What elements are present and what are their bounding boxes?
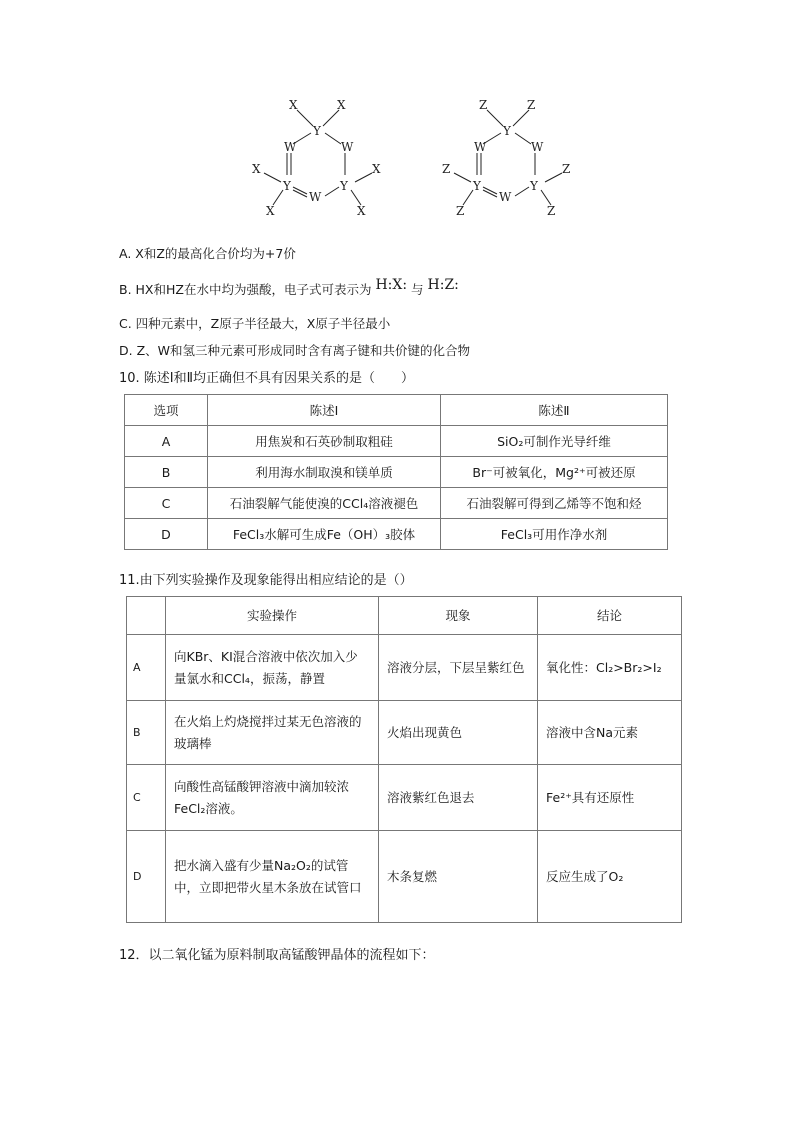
table-row: [127, 635, 682, 701]
atom-label: Z: [442, 162, 451, 176]
cell-statement-1: 石油裂解气能使溴的CCl₄溶液褪色: [208, 488, 441, 519]
atom-label: W: [341, 140, 354, 154]
cell-option: D: [125, 519, 208, 550]
cell-option: C: [127, 765, 166, 831]
cell-conclusion: 溶液中含Na元素: [538, 701, 682, 765]
table-header-row: [127, 597, 682, 635]
cell-statement-1: FeCl₃水解可生成Fe（OH）₃胶体: [208, 519, 441, 550]
atom-label: W: [499, 190, 512, 204]
lewis-formula-hx: H:X:: [375, 277, 408, 293]
table-row: [125, 519, 668, 550]
cell-statement-1: 用焦炭和石英砂制取粗硅: [208, 426, 441, 457]
molecule-left-diagram: [245, 93, 395, 223]
table-header-row: [125, 395, 668, 426]
cell-phenomenon: 火焰出现黄色: [379, 701, 538, 765]
cell-conclusion: Fe²⁺具有还原性: [538, 765, 682, 831]
lewis-formula-hz: H:Z:: [427, 277, 459, 293]
atom-label: X: [372, 162, 381, 176]
cell-phenomenon: 木条复燃: [379, 831, 538, 923]
table-row: [127, 701, 682, 765]
cell-statement-2: 石油裂解可得到乙烯等不饱和烃: [441, 488, 668, 519]
cell-option: D: [127, 831, 166, 923]
atom-label: Y: [283, 179, 291, 193]
table-row: [125, 426, 668, 457]
cell-statement-2: FeCl₃可用作净水剂: [441, 519, 668, 550]
atom-label: X: [252, 162, 261, 176]
table-row: [125, 488, 668, 519]
cell-operation: 把水滴入盛有少量Na₂O₂的试管中，立即把带火星木条放在试管口: [166, 831, 379, 923]
atom-label: Y: [503, 124, 511, 138]
option-a: A. X和Z的最高化合价均为+7价: [119, 246, 296, 261]
atom-label: Y: [473, 179, 481, 193]
atom-label: Z: [562, 162, 571, 176]
cell-option: A: [127, 635, 166, 701]
cell-statement-2: Br⁻可被氧化，Mg²⁺可被还原: [441, 457, 668, 488]
table-row: [127, 765, 682, 831]
cell-phenomenon: 溶液分层，下层呈紫红色: [379, 635, 538, 701]
atom-label: Y: [530, 179, 538, 193]
cell-conclusion: 氧化性：Cl₂>Br₂>I₂: [538, 635, 682, 701]
atom-label: Z: [479, 98, 488, 112]
header-cell: 选项: [125, 395, 208, 426]
atom-label: Z: [456, 204, 465, 218]
header-cell: 实验操作: [166, 597, 379, 635]
header-cell: 现象: [379, 597, 538, 635]
question-10-title: 10. 陈述Ⅰ和Ⅱ均正确但不具有因果关系的是（ ）: [119, 371, 415, 386]
cell-option: A: [125, 426, 208, 457]
cell-operation: 向酸性高锰酸钾溶液中滴加较浓FeCl₂溶液。: [166, 765, 379, 831]
table-row: [127, 831, 682, 923]
question-12-title: 12．以二氧化锰为原料制取高锰酸钾晶体的流程如下：: [119, 948, 435, 963]
table-row: [125, 457, 668, 488]
option-c: C. 四种元素中，Z原子半径最大，X原子半径最小: [119, 316, 391, 331]
atom-label: W: [284, 140, 297, 154]
cell-operation: 在火焰上灼烧搅拌过某无色溶液的玻璃棒: [166, 701, 379, 765]
cell-option: B: [127, 701, 166, 765]
atom-label: X: [266, 204, 275, 218]
header-cell: 陈述Ⅰ: [208, 395, 441, 426]
cell-conclusion: 反应生成了O₂: [538, 831, 682, 923]
cell-statement-1: 利用海水制取溴和镁单质: [208, 457, 441, 488]
molecule-right-diagram: [435, 93, 585, 223]
option-d: D. Z、W和氢三种元素可形成同时含有离子键和共价键的化合物: [119, 343, 470, 358]
atom-label: Y: [340, 179, 348, 193]
cell-operation: 向KBr、KI混合溶液中依次加入少量氯水和CCl₄，振荡，静置: [166, 635, 379, 701]
atom-label: X: [289, 98, 298, 112]
atom-label: W: [474, 140, 487, 154]
cell-phenomenon: 溶液紫红色退去: [379, 765, 538, 831]
question-11-title: 11.由下列实验操作及现象能得出相应结论的是（）: [119, 573, 413, 588]
cell-option: B: [125, 457, 208, 488]
atom-label: X: [357, 204, 366, 218]
cell-option: C: [125, 488, 208, 519]
header-cell: 结论: [538, 597, 682, 635]
option-b: [119, 277, 459, 298]
option-b-connector: 与: [411, 282, 424, 297]
atom-label: X: [337, 98, 346, 112]
atom-label: Z: [527, 98, 536, 112]
atom-label: W: [309, 190, 322, 204]
cell-statement-2: SiO₂可制作光导纤维: [441, 426, 668, 457]
atom-label: Y: [313, 124, 321, 138]
option-b-text: B. HX和HZ在水中均为强酸，电子式可表示为: [119, 282, 372, 297]
question-10-table: [124, 394, 668, 550]
atom-label: Z: [547, 204, 556, 218]
header-cell: 陈述Ⅱ: [441, 395, 668, 426]
question-11-table: [126, 596, 682, 923]
header-cell: [127, 597, 166, 635]
atom-label: W: [531, 140, 544, 154]
